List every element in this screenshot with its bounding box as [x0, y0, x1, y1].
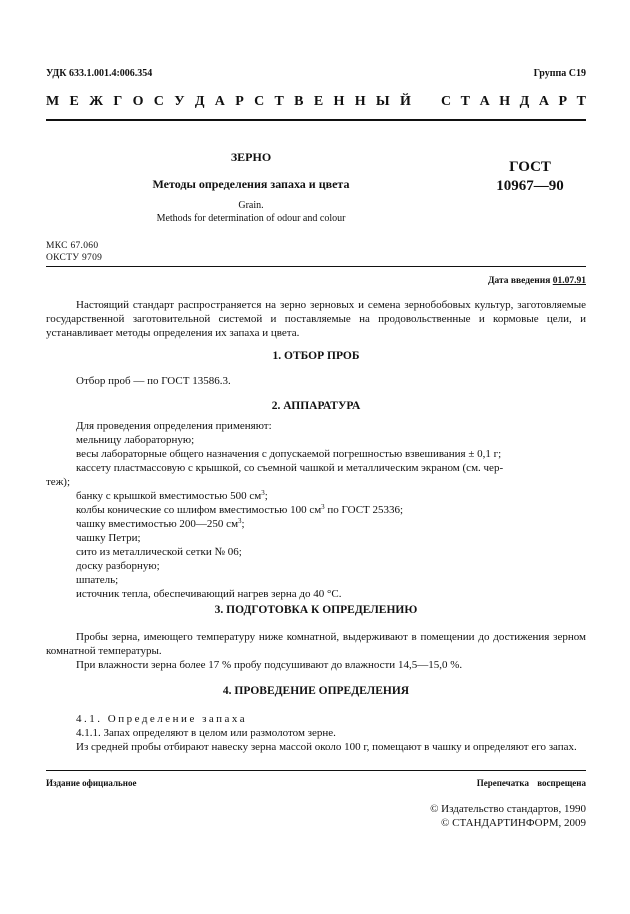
standard-banner: [46, 94, 586, 110]
banner-letter: А: [479, 94, 490, 109]
codes-rule: [46, 266, 586, 267]
top-rule: [46, 119, 586, 121]
banner-letter: М: [46, 94, 60, 109]
apparatus-item: чашку вместимостью 200—250 $см^3$;: [76, 517, 245, 530]
banner-letter: Е: [313, 94, 324, 109]
section-1-title: 1. ОТБОР ПРОБ: [272, 350, 360, 362]
apparatus-item: источник тепла, обеспечивающий нагрев зерна до 40 °С.: [76, 588, 342, 600]
banner-letter: Н: [333, 94, 345, 109]
section-4-paragraph: Из средней пробы отбирают навеску зерна массой около 100 г, помещают в чашку и определяют его запах.: [76, 741, 577, 753]
doc-subtitle: Методы определения запаха и цвета: [152, 177, 350, 191]
banner-right: [441, 94, 586, 110]
banner-left: [46, 94, 411, 110]
footer-rule: [46, 770, 586, 771]
group-code: Группа С19: [533, 68, 586, 79]
intro-paragraph: Настоящий стандарт распространяется на зерно зерновых и семена зернобобовых культур, заготовляемые государственной заготовительной системой и поставляемые на продовольственные и кормовые цели, и устанавливает методы определения их запаха и цвета.: [46, 299, 586, 339]
apparatus-item: кассету пластмассовую с крышкой, со съемной чашкой и металлическим экраном (см. чер-: [76, 462, 504, 474]
banner-letter: А: [538, 94, 549, 109]
mks-code: МКС 67.060: [46, 241, 99, 251]
section-1-text: Отбор проб — по ГОСТ 13586.3.: [76, 375, 231, 387]
okstu-code: ОКСТУ 9709: [46, 253, 103, 263]
section-4-title: 4. ПРОВЕДЕНИЕ ОПРЕДЕЛЕНИЯ: [222, 685, 410, 697]
apparatus-item: шпатель;: [76, 574, 119, 586]
apparatus-item: чашку Петри;: [76, 532, 141, 544]
udk-code: УДК 633.1.001.4:006.354: [46, 68, 153, 79]
subsection-4-1-1: 4.1.1. Запах определяют в целом или размолотом зерне.: [76, 727, 336, 739]
apparatus-item: сито из металлической сетки № 06;: [76, 546, 242, 558]
apparatus-item: мельницу лабораторную;: [76, 434, 195, 446]
banner-letter: Р: [235, 94, 244, 109]
intro-date-label: Дата введения: [487, 276, 551, 286]
banner-letter: Н: [354, 94, 366, 109]
apparatus-item: весы лабораторные общего назначения с допускаемой погрешностью взвешивания ± 0,1 г;: [76, 448, 502, 460]
banner-letter: Д: [194, 94, 205, 109]
subsection-4-1: 4.1. Определение запаха: [76, 713, 248, 725]
gost-label: ГОСТ: [509, 159, 551, 175]
banner-letter: Т: [576, 94, 586, 109]
edition-note: Издание официальное: [46, 778, 137, 788]
section-2-title: 2. АППАРАТУРА: [271, 400, 361, 412]
apparatus-item: доску разборную;: [76, 560, 160, 572]
reprint-note: Перепечатка воспрещена: [476, 778, 586, 788]
banner-letter: Д: [519, 94, 530, 109]
banner-letter: Т: [460, 94, 471, 109]
banner-letter: О: [132, 94, 144, 109]
banner-letter: Ы: [375, 94, 390, 109]
banner-letter: С: [153, 94, 164, 109]
apparatus-item: колбы конические со шлифом вместимостью 100 $см^3$ по ГОСТ 25336;: [76, 503, 404, 516]
banner-letter: С: [441, 94, 452, 109]
intro-date-value: 01.07.91: [552, 276, 586, 286]
section-3-paragraph-2: При влажности зерна более 17 % пробу подсушивают до влажности 14,5—15,0 %.: [76, 659, 463, 671]
banner-letter: Н: [499, 94, 511, 109]
banner-letter: Й: [399, 94, 411, 109]
banner-letter: Е: [69, 94, 79, 109]
section-3-paragraph-1: Пробы зерна, имеющего температуру ниже комнатной, выдерживают в помещении до достижения зерном комнатной температуры.: [46, 631, 586, 657]
banner-letter: С: [254, 94, 265, 109]
intro-date: [488, 276, 586, 286]
banner-letter: Р: [558, 94, 568, 109]
apparatus-item-cont: теж);: [46, 476, 71, 488]
banner-letter: А: [214, 94, 225, 109]
banner-letter: У: [174, 94, 185, 109]
copyright-1: © Издательство стандартов, 1990: [430, 803, 586, 815]
doc-title-en-2: Methods for determination of odour and colour: [156, 213, 346, 224]
banner-letter: Ж: [89, 94, 104, 109]
gost-number: 10967—90: [496, 178, 564, 194]
apparatus-lead: Для проведения определения применяют:: [76, 420, 272, 432]
banner-letter: В: [294, 94, 304, 109]
doc-title: ЗЕРНО: [230, 150, 272, 164]
doc-title-en-1: Grain.: [238, 200, 264, 211]
copyright-2: © СТАНДАРТИНФОРМ, 2009: [441, 817, 586, 829]
apparatus-list: [46, 419, 586, 601]
section-3-title: 3. ПОДГОТОВКА К ОПРЕДЕЛЕНИЮ: [214, 604, 418, 616]
banner-letter: Т: [274, 94, 284, 109]
banner-letter: Г: [113, 94, 123, 109]
apparatus-item: банку с крышкой вместимостью 500 $см^3$;: [76, 489, 268, 502]
